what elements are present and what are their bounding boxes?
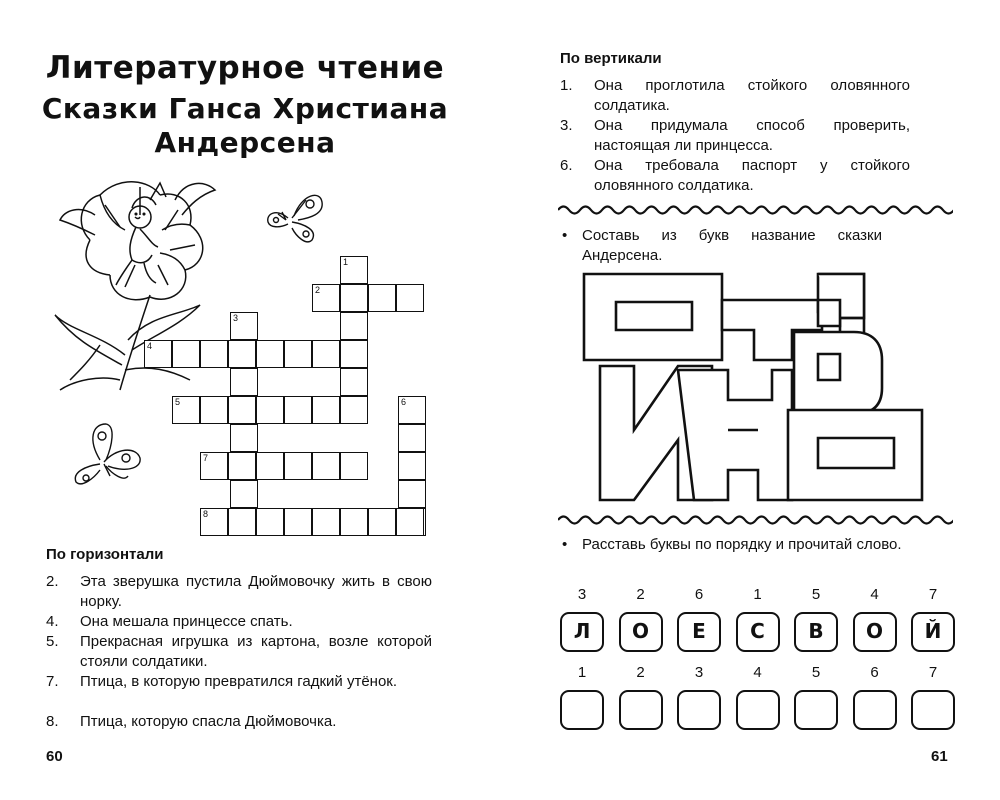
butterfly-illustration-icon <box>66 420 146 490</box>
clue-text: Она требовала паспорт у стойкого оловянного солдатика. <box>594 157 910 194</box>
clue-text: Птица, в которую превратился гадкий утёнок. <box>80 673 398 690</box>
crossword-clue-number: 8 <box>203 509 209 519</box>
letter-tile: Й <box>911 612 955 652</box>
crossword-clue-number: 6 <box>401 397 407 407</box>
crossword-clue-number: 7 <box>203 453 209 463</box>
crossword-clue-number: 4 <box>147 341 153 351</box>
page-number-right: 61 <box>931 748 948 765</box>
bullet: • <box>562 227 568 244</box>
letter-position-number: 6 <box>694 586 704 603</box>
clue-item <box>46 632 432 672</box>
letter-position-number: 2 <box>636 586 645 603</box>
letter-position-number: 5 <box>811 586 821 603</box>
page-subtitle-line2: Андерсена <box>154 126 336 159</box>
crossword-cell <box>312 396 340 424</box>
task-compose-title-text: Составь из букв название сказки Андерсена. <box>582 227 882 264</box>
crossword-cell <box>398 452 426 480</box>
letter-tile: Е <box>677 612 721 652</box>
crossword-cell <box>340 312 368 340</box>
letter-position-number: 7 <box>928 586 938 603</box>
clue-item <box>560 116 910 156</box>
answer-position-number: 7 <box>928 664 938 681</box>
crossword-cell <box>200 340 228 368</box>
crossword-clue-number: 1 <box>343 257 349 267</box>
crossword-cell <box>312 508 340 536</box>
clue-item <box>46 572 432 612</box>
crossword-cell <box>172 340 200 368</box>
clue-number: 8. <box>46 713 59 730</box>
crossword-cell <box>398 480 426 508</box>
crossword-clue-number: 3 <box>233 313 239 323</box>
letter-position-number: 1 <box>753 586 762 603</box>
letter-puzzle-illustration-icon <box>582 270 932 505</box>
crossword-cell <box>230 424 258 452</box>
crossword-cell <box>398 424 426 452</box>
crossword-cell <box>396 508 424 536</box>
crossword-cell <box>284 508 312 536</box>
crossword-cell <box>228 340 256 368</box>
clue-item <box>560 156 910 196</box>
task-compose-title <box>562 226 882 266</box>
answer-box[interactable] <box>677 690 721 730</box>
crossword-cell <box>340 368 368 396</box>
clue-text: Она мешала принцессе спать. <box>80 613 293 630</box>
left-page <box>0 0 480 800</box>
crossword-cell <box>230 312 258 340</box>
letter-position-number: 4 <box>870 586 879 603</box>
crossword-cell <box>312 340 340 368</box>
crossword-cell <box>368 508 396 536</box>
crossword-cell <box>284 340 312 368</box>
wavy-divider-icon <box>558 512 953 528</box>
clue-number: 2. <box>46 573 59 590</box>
answer-position-number: 1 <box>577 664 587 681</box>
clue-text: Она проглотила стойкого оловянного солдатика. <box>594 77 910 114</box>
crossword-cell <box>256 340 284 368</box>
crossword-cell <box>312 284 340 312</box>
letter-position-number: 3 <box>577 586 587 603</box>
clue-text: Птица, которую спасла Дюймовочка. <box>80 713 337 730</box>
crossword-cell <box>284 396 312 424</box>
answer-box[interactable] <box>560 690 604 730</box>
answer-box[interactable] <box>736 690 780 730</box>
crossword-cell <box>230 480 258 508</box>
crossword-cell <box>340 340 368 368</box>
crossword-cell <box>256 396 284 424</box>
answer-box[interactable] <box>619 690 663 730</box>
answer-position-number: 2 <box>636 664 645 681</box>
crossword-cell <box>368 284 396 312</box>
clue-item <box>560 76 910 116</box>
crossword-cell <box>284 452 312 480</box>
task-order-letters-text: Расставь буквы по порядку и прочитай слово. <box>582 536 902 553</box>
crossword-cell <box>172 396 200 424</box>
page-number-left: 60 <box>46 748 63 765</box>
crossword-cell <box>228 452 256 480</box>
letter-tile: Л <box>560 612 604 652</box>
letter-tile: В <box>794 612 838 652</box>
clue-number: 5. <box>46 633 59 650</box>
clue-item <box>46 612 432 632</box>
crossword-cell <box>340 396 368 424</box>
letter-tile: О <box>853 612 897 652</box>
bullet: • <box>562 536 568 553</box>
page-title: Литературное чтение <box>45 50 445 86</box>
crossword-cell <box>340 508 368 536</box>
clue-number: 4. <box>46 613 59 630</box>
crossword-cell <box>340 284 368 312</box>
crossword-clue-number: 5 <box>175 397 181 407</box>
down-heading: По вертикали <box>560 50 662 67</box>
wavy-divider-icon <box>558 202 953 218</box>
task-order-letters <box>562 535 952 555</box>
crossword-cell <box>200 396 228 424</box>
answer-position-number: 4 <box>753 664 762 681</box>
clue-number: 6. <box>560 157 573 174</box>
clue-item <box>46 672 432 692</box>
answer-position-number: 3 <box>694 664 704 681</box>
answer-position-number: 6 <box>870 664 879 681</box>
crossword-cell <box>396 284 424 312</box>
crossword-clue-number: 2 <box>315 285 321 295</box>
crossword-cell <box>228 508 256 536</box>
crossword-cell <box>144 340 172 368</box>
clue-text: Прекрасная игрушка из картона, возле которой стояли солдатики. <box>80 633 432 670</box>
across-heading: По горизонтали <box>46 546 164 563</box>
page-subtitle-line1: Сказки Ганса Христиана <box>41 92 449 125</box>
clue-number: 3. <box>560 117 573 134</box>
butterfly-illustration-icon <box>262 188 326 246</box>
crossword-cell <box>398 396 426 424</box>
right-page <box>540 0 1000 800</box>
crossword-cell <box>256 452 284 480</box>
answer-box[interactable] <box>853 690 897 730</box>
letter-tile: О <box>619 612 663 652</box>
crossword-cell <box>200 452 228 480</box>
crossword-cell <box>230 368 258 396</box>
clue-number: 7. <box>46 673 59 690</box>
answer-box[interactable] <box>794 690 838 730</box>
clue-text: Эта зверушка пустила Дюймовочку жить в свою норку. <box>80 573 432 610</box>
crossword-cell <box>340 452 368 480</box>
crossword-cell <box>340 256 368 284</box>
clue-text: Она придумала способ проверить, настоящая ли принцесса. <box>594 117 910 154</box>
clue-item <box>46 712 432 732</box>
crossword-cell <box>228 396 256 424</box>
crossword-cell <box>312 452 340 480</box>
crossword-cell <box>200 508 228 536</box>
answer-box[interactable] <box>911 690 955 730</box>
clue-number: 1. <box>560 77 573 94</box>
letter-tile: С <box>736 612 780 652</box>
crossword-cell <box>256 508 284 536</box>
answer-position-number: 5 <box>811 664 821 681</box>
